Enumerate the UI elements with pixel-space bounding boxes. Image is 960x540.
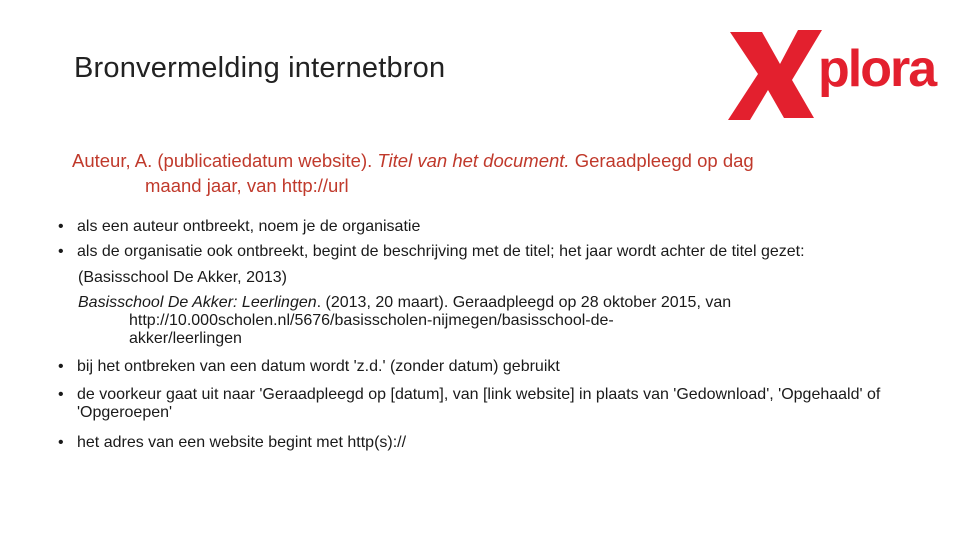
bullet-text: de voorkeur gaat uit naar 'Geraadpleegd op [datum], van [link website] in plaats van 'Gedownload', 'Opgehaald' of 'Opgeroepen' xyxy=(77,386,881,421)
bullet-dot-icon: • xyxy=(58,218,64,235)
slide-title: Bronvermelding internetbron xyxy=(74,52,446,84)
example-rest: . (2013, 20 maart). Geraadpleegd op 28 oktober 2015, van xyxy=(316,294,732,311)
citation-suffix: Geraadpleegd op dag xyxy=(569,150,754,171)
bullet-item xyxy=(58,218,898,236)
bullet-text: als de organisatie ook ontbreekt, begint de beschrijving met de titel; het jaar wordt achter de titel gezet: xyxy=(77,243,805,260)
bullet-item xyxy=(58,358,898,376)
bullet-dot-icon: • xyxy=(58,358,64,375)
bullet-list xyxy=(58,218,898,459)
citation-line2: maand jaar, van http://url xyxy=(145,175,349,196)
example-url-line1: http://10.000scholen.nl/5676/basisscholen-nijmegen/basisschool-de- xyxy=(129,312,614,329)
example-italic-title: Basisschool De Akker: Leerlingen xyxy=(78,294,317,311)
bullet-item xyxy=(58,386,898,422)
citation-prefix: Auteur, A. (publicatiedatum website). xyxy=(72,150,378,171)
citation-template xyxy=(72,148,912,198)
logo-wordmark: plora xyxy=(818,40,936,98)
example-full-citation xyxy=(58,294,898,348)
bullet-text: bij het ontbreken van een datum wordt 'z.d.' (zonder datum) gebruikt xyxy=(77,358,560,375)
example-url-line2: akker/leerlingen xyxy=(129,330,242,347)
bullet-dot-icon: • xyxy=(58,386,64,403)
bullet-text: als een auteur ontbreekt, noem je de organisatie xyxy=(77,218,421,235)
example-short-citation: (Basisschool De Akker, 2013) xyxy=(78,269,287,286)
bullet-item xyxy=(58,434,898,452)
citation-italic-title: Titel van het document. xyxy=(377,150,570,171)
xplora-logo xyxy=(722,22,938,122)
bullet-text: het adres van een website begint met http(s):// xyxy=(77,434,407,451)
logo-x-mark xyxy=(728,30,822,120)
bullet-dot-icon: • xyxy=(58,243,64,260)
bullet-dot-icon: • xyxy=(58,434,64,451)
bullet-item xyxy=(58,243,898,261)
